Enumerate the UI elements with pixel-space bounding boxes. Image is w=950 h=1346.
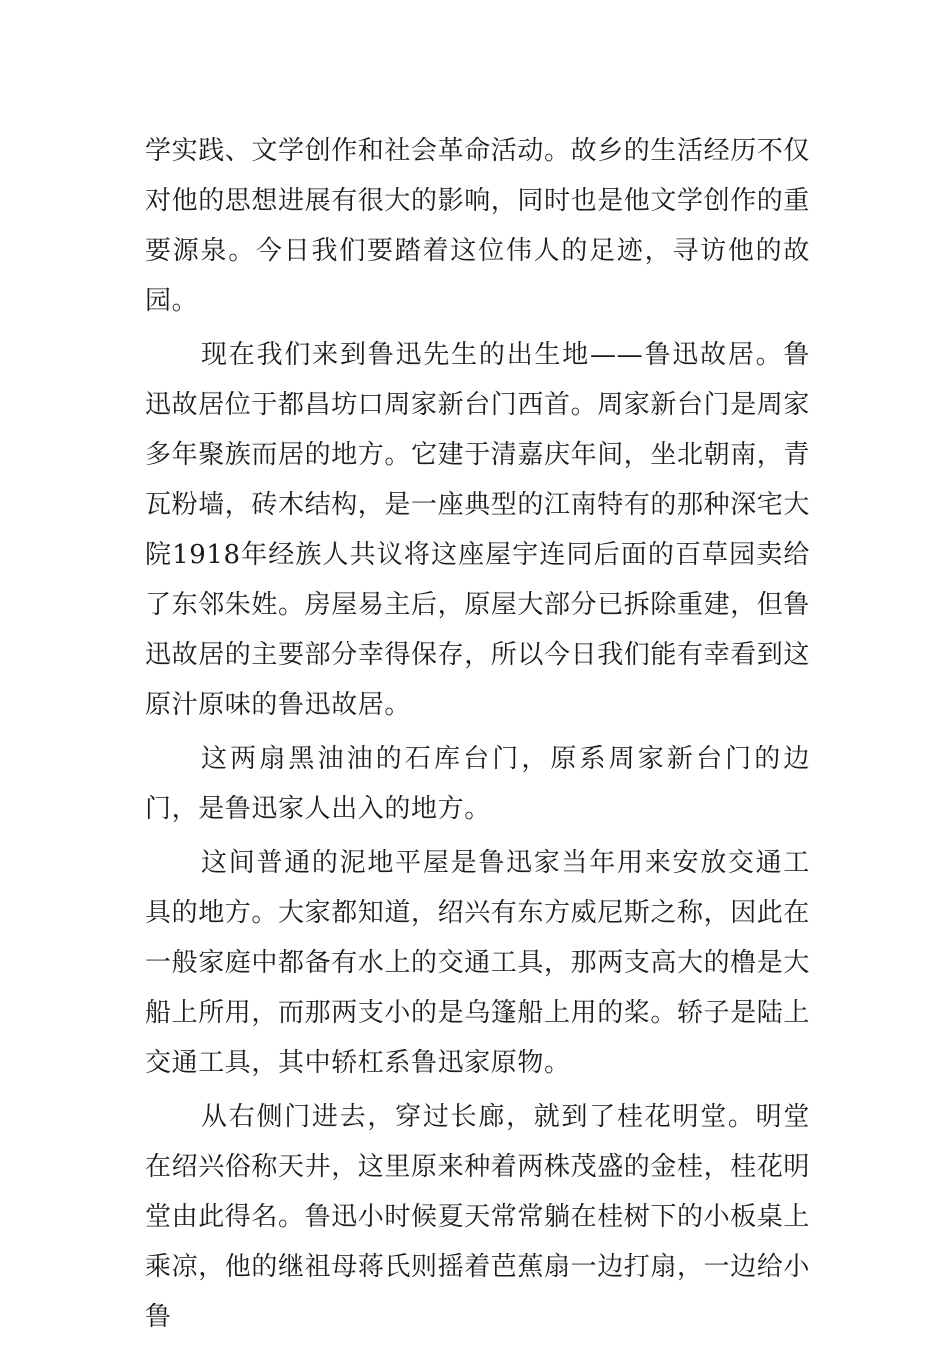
paragraph-continuation: 学实践、文学创作和社会革命活动。故乡的生活经历不仅对他的思想进展有很大的影响，同时也是他文学创作的重要源泉。今日我们要踏着这位伟人的足迹，寻访他的故园。 xyxy=(145,136,811,316)
paragraph-transport-room: 这间普通的泥地平屋是鲁迅家当年用来安放交通工具的地方。大家都知道，绍兴有东方威尼斯之称，因此在一般家庭中都备有水上的交通工具，那两支高大的橹是大船上所用，而那两支小的是乌篷船上用的桨。轿子是陆上交通工具，其中轿杠系鲁迅家原物。 xyxy=(145,848,811,1078)
paragraph-osmanthus-hall: 从右侧门进去，穿过长廊，就到了桂花明堂。明堂在绍兴俗称天井，这里原来种着两株茂盛的金桂，桂花明堂由此得名。鲁迅小时候夏天常常躺在桂树下的小板桌上乘凉，他的继祖母蒋氏则摇着芭蕉扇一边打扇，一边给小鲁 xyxy=(145,1102,811,1332)
paragraph-gate: 这两扇黑油油的石库台门，原系周家新台门的边门，是鲁迅家人出入的地方。 xyxy=(145,744,810,824)
document-body xyxy=(145,126,810,1346)
paragraph-birthplace: 现在我们来到鲁迅先生的出生地——鲁迅故居。鲁迅故居位于都昌坊口周家新台门西首。周家新台门是周家多年聚族而居的地方。它建于清嘉庆年间，坐北朝南，青瓦粉墙，砖木结构，是一座典型的江南特有的那种深宅大院1918年经族人共议将这座屋宇连同后面的百草园卖给了东邻朱姓。房屋易主后，原屋大部分已拆除重建，但鲁迅故居的主要部分幸得保存，所以今日我们能有幸看到这原汁原味的鲁迅故居。 xyxy=(145,340,811,720)
